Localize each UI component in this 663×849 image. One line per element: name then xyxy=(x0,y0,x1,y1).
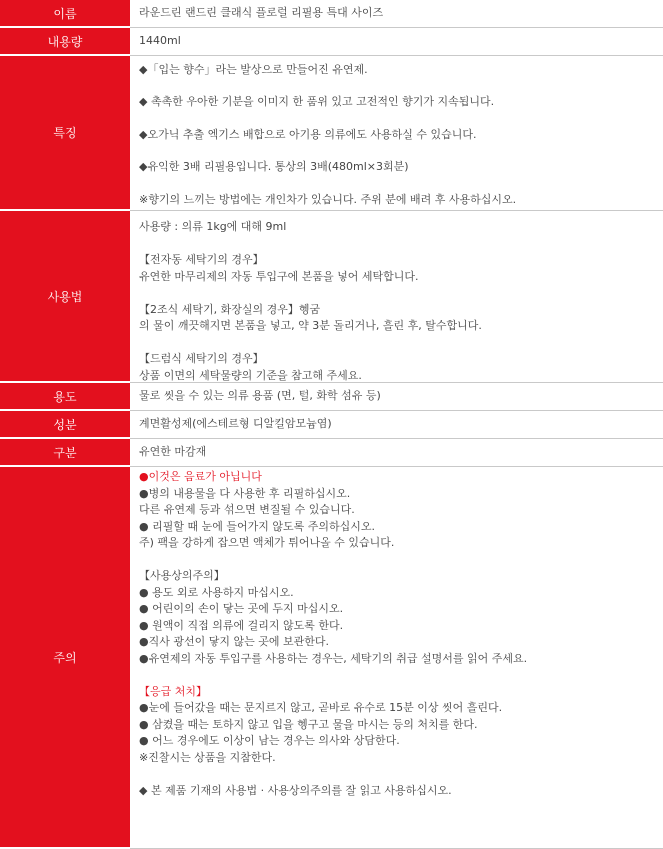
row-label-ingredient: 성분 xyxy=(0,411,130,439)
line-spacer xyxy=(139,236,657,253)
line-spacer xyxy=(139,175,657,191)
usage-line: 【2조식 세탁기, 화장실의 경우】헹굼 xyxy=(139,302,321,316)
caution-line: ● 삼켰을 때는 토하지 않고 입을 헹구고 물을 마시는 등의 처치를 한다. xyxy=(139,717,478,731)
usage-line: 【드럼식 세탁기의 경우】 xyxy=(139,352,264,365)
feature-line: ◆「입는 향수」라는 발상으로 만들어진 유연제. xyxy=(139,63,368,76)
row-value-name: 라운드린 랜드린 클래식 플로럴 리필용 특대 사이즈 xyxy=(130,0,663,28)
caution-line: ※진찰시는 상품을 지참한다. xyxy=(139,750,276,764)
caution-line: 다른 유연제 등과 섞으면 변질될 수 있습니다. xyxy=(139,503,355,516)
row-value-ingredient: 계면활성제(에스테르형 디알킬암모늄염) xyxy=(130,411,663,439)
row-value-caution xyxy=(130,467,663,849)
row-label-usage: 사용법 xyxy=(0,211,130,383)
caution-line: ● 용도 외로 사용하지 마십시오. xyxy=(139,585,294,599)
row-label-name: 이름 xyxy=(0,0,130,28)
line-spacer xyxy=(139,143,657,159)
caution-line: ● 어느 경우에도 이상이 남는 경우는 의사와 상담한다. xyxy=(139,734,400,747)
caution-line: ● 리필할 때 눈에 들어가지 않도록 주의하십시오. xyxy=(139,519,375,533)
row-label-caution: 주의 xyxy=(0,467,130,849)
caution-line: 【사용상의주의】 xyxy=(139,569,225,582)
caution-line: ● 어린이의 손이 닿는 곳에 두지 마십시오. xyxy=(139,602,344,615)
usage-line: 【전자동 세탁기의 경우】 xyxy=(139,253,264,266)
caution-line: 주) 팩을 강하게 잡으면 액체가 튀어나올 수 있습니다. xyxy=(139,536,395,549)
row-value-features xyxy=(130,56,663,211)
caution-line: ◆ 본 제품 기재의 사용법 · 사용상의주의를 잘 읽고 사용하십시오. xyxy=(139,783,452,797)
usage-line: 의 물이 깨끗해지면 본품을 넣고, 약 3분 돌리거나, 흘린 후, 탈수합니다. xyxy=(139,319,482,332)
usage-line: 상품 이면의 세탁물량의 기준을 참고해 주세요. xyxy=(139,368,362,382)
row-value-volume: 1440ml xyxy=(130,28,663,56)
caution-line: ● 원액이 직접 의류에 걸리지 않도록 한다. xyxy=(139,618,344,632)
line-spacer xyxy=(139,552,657,569)
caution-line: 【응급 처치】 xyxy=(139,684,208,698)
feature-line: ※향기의 느끼는 방법에는 개인차가 있습니다. 주위 분에 배려 후 사용하십시오. xyxy=(139,192,517,206)
line-spacer xyxy=(139,111,657,127)
feature-line: ◆오가닉 추출 엑기스 배합으로 아기용 의류에도 사용하실 수 있습니다. xyxy=(139,127,477,141)
row-label-purpose: 용도 xyxy=(0,383,130,411)
caution-line: ●직사 광선이 닿지 않는 곳에 보관한다. xyxy=(139,635,329,648)
feature-line: ◆ 촉촉한 우아한 기분을 이미지 한 품위 있고 고전적인 향기가 지속됩니다. xyxy=(139,95,495,109)
caution-line: ●이것은 음료가 아닙니다 xyxy=(139,470,262,483)
line-spacer xyxy=(139,667,657,684)
usage-line: 사용량 : 의류 1kg에 대해 9ml xyxy=(139,220,287,233)
caution-line: ●눈에 들어갔을 때는 문지르지 않고, 곧바로 유수로 15분 이상 씻어 흘린다. xyxy=(139,701,503,714)
caution-line: ●병의 내용물을 다 사용한 후 리필하십시오. xyxy=(139,486,351,500)
row-value-usage xyxy=(130,211,663,383)
line-spacer xyxy=(139,78,657,94)
row-value-category: 유연한 마감재 xyxy=(130,439,663,467)
row-label-features: 특징 xyxy=(0,56,130,211)
feature-line: ◆유익한 3배 리필용입니다. 통상의 3배(480ml×3회분) xyxy=(139,160,409,174)
caution-line: ●유연제의 자동 투입구를 사용하는 경우는, 세탁기의 취급 설명서를 읽어 주세요. xyxy=(139,651,528,665)
usage-line: 유연한 마무리제의 자동 투입구에 본품을 넣어 세탁합니다. xyxy=(139,269,419,283)
line-spacer xyxy=(139,285,657,302)
line-spacer xyxy=(139,766,657,783)
row-label-category: 구분 xyxy=(0,439,130,467)
row-value-purpose: 물로 씻을 수 있는 의류 용품 (면, 털, 화학 섬유 등) xyxy=(130,383,663,411)
row-label-volume: 내용량 xyxy=(0,28,130,56)
line-spacer xyxy=(139,335,657,352)
